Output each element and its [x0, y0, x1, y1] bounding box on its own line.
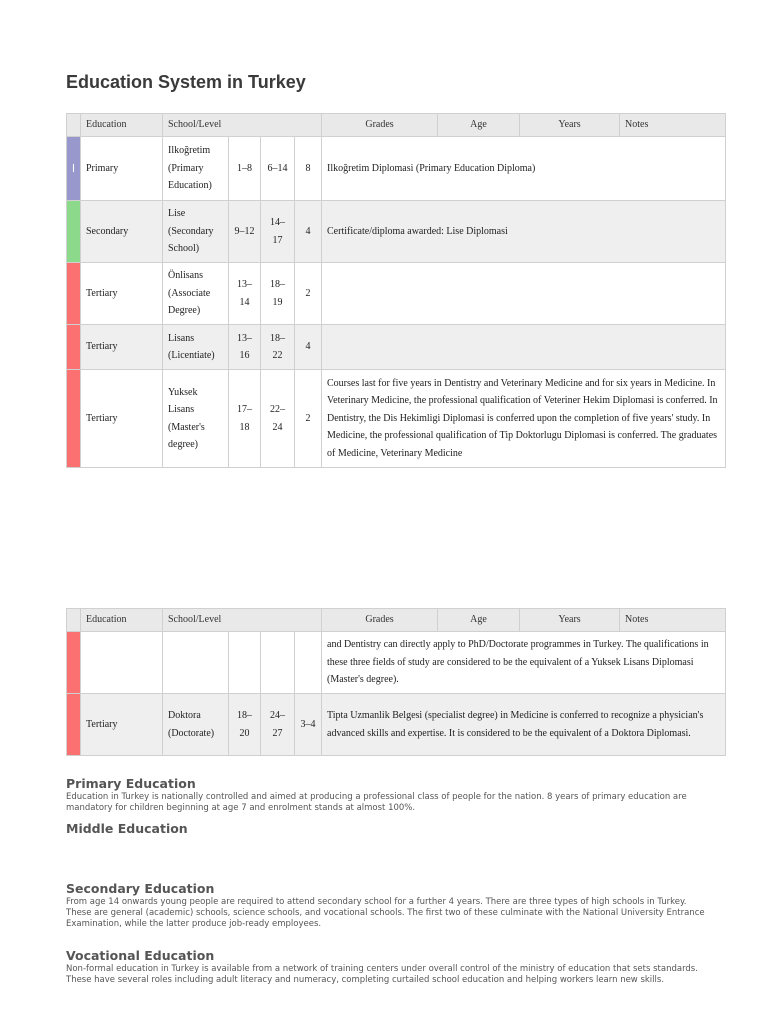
cell-education: Tertiary — [81, 325, 163, 370]
header-grades: Grades — [322, 609, 438, 632]
cell-education: Primary — [81, 137, 163, 201]
header-school-level: School/Level — [163, 114, 322, 137]
section-text-primary-education: Education in Turkey is nationally controlled and aimed at producing a professional class of people for the nation. 8 years of primary education are mandatory for children beginning at age 7 and enrolment stands at almost 100%. — [66, 792, 687, 813]
level-color-bar — [67, 325, 81, 370]
cell-grades: 17–18 — [229, 370, 261, 468]
table-row — [67, 632, 726, 694]
table-row — [67, 694, 726, 756]
cell-grades: 9–12 — [229, 201, 261, 263]
cell-years: 3–4 — [295, 694, 322, 756]
header-grades: Grades — [322, 114, 438, 137]
section-title-secondary-education: Secondary Education — [66, 881, 215, 896]
cell-notes: Certificate/diploma awarded: Lise Diplomasi — [322, 201, 726, 263]
header-education: Education — [81, 609, 163, 632]
cell-notes: Tipta Uzmanlik Belgesi (specialist degree) in Medicine is conferred to recognize a physician's advanced skills and expertise. It is considered to be the equivalent of a Doktora Diplomasi. — [322, 694, 726, 756]
header-marker — [67, 609, 81, 632]
cell-notes: Courses last for five years in Dentistry and Veterinary Medicine and for six years in Medicine. In Veterinary Medicine, the professional qualification of Veteriner Hekim Diplomasi is conferred. In Dentistry, the Dis Hekimligi Diplomasi is conferred upon the completion of five years' study. In Medicine, the professional qualification of Tip Doktorlugu Diplomasi is conferred. The graduates of Medicine, Veterinary Medicine — [322, 370, 726, 468]
header-age: Age — [438, 609, 520, 632]
level-color-bar — [67, 694, 81, 756]
cell-grades: 13–14 — [229, 263, 261, 325]
cell-grades — [229, 632, 261, 694]
level-color-bar: I — [67, 137, 81, 201]
header-notes: Notes — [620, 609, 726, 632]
cell-notes: and Dentistry can directly apply to PhD/Doctorate programmes in Turkey. The qualifications in these three fields of study are considered to be the equivalent of a Yuksek Lisans Diplomasi (Master's degree). — [322, 632, 726, 694]
cell-years: 2 — [295, 370, 322, 468]
header-school-level: School/Level — [163, 609, 322, 632]
cell-notes: Ilkoğretim Diplomasi (Primary Education Diploma) — [322, 137, 726, 201]
level-color-bar — [67, 632, 81, 694]
cell-age: 18–19 — [261, 263, 295, 325]
cell-education: Tertiary — [81, 263, 163, 325]
cell-years: 8 — [295, 137, 322, 201]
cell-notes — [322, 325, 726, 370]
section-text-secondary-education: From age 14 onwards young people are required to attend secondary school for a further 4 years. There are three types of high schools in Turkey. These are general (academic) schools, science schools, and vocational schools. The first two of these culminate with the National University Entrance Examination, while the latter produce job-ready employees. — [66, 897, 705, 929]
section-text-vocational-education: Non-formal education in Turkey is available from a network of training centers under overall control of the ministry of education that sets standards. These have several roles including adult literacy and numeracy, completing curtailed school education and helping workers learn new skills. — [66, 964, 698, 985]
header-years: Years — [520, 609, 620, 632]
cell-age: 18–22 — [261, 325, 295, 370]
education-table-continued — [66, 608, 726, 756]
table-row — [67, 137, 726, 201]
cell-years: 4 — [295, 325, 322, 370]
table-row — [67, 263, 726, 325]
table-row — [67, 201, 726, 263]
cell-years: 2 — [295, 263, 322, 325]
cell-age — [261, 632, 295, 694]
cell-grades: 1–8 — [229, 137, 261, 201]
header-marker — [67, 114, 81, 137]
cell-school — [163, 632, 229, 694]
table-row — [67, 370, 726, 468]
table-header-row — [67, 114, 726, 137]
cell-education — [81, 632, 163, 694]
cell-school: Lise (Secondary School) — [163, 201, 229, 263]
header-age: Age — [438, 114, 520, 137]
cell-school: Ilkoğretim (Primary Education) — [163, 137, 229, 201]
section-title-middle-education: Middle Education — [66, 821, 188, 836]
cell-grades: 18–20 — [229, 694, 261, 756]
header-education: Education — [81, 114, 163, 137]
cell-school: Yuksek Lisans (Master's degree) — [163, 370, 229, 468]
level-color-bar — [67, 370, 81, 468]
level-color-bar — [67, 201, 81, 263]
cell-school: Doktora (Doctorate) — [163, 694, 229, 756]
cell-age: 6–14 — [261, 137, 295, 201]
section-title-vocational-education: Vocational Education — [66, 948, 215, 963]
cell-school: Lisans (Licentiate) — [163, 325, 229, 370]
header-notes: Notes — [620, 114, 726, 137]
cell-education: Tertiary — [81, 694, 163, 756]
cell-grades: 13–16 — [229, 325, 261, 370]
education-table — [66, 113, 726, 468]
level-color-bar — [67, 263, 81, 325]
table-row — [67, 325, 726, 370]
cell-age: 14–17 — [261, 201, 295, 263]
section-title-primary-education: Primary Education — [66, 776, 196, 791]
cell-notes — [322, 263, 726, 325]
cell-age: 22–24 — [261, 370, 295, 468]
page-title: Education System in Turkey — [66, 72, 306, 92]
header-years: Years — [520, 114, 620, 137]
cell-age: 24–27 — [261, 694, 295, 756]
cell-years: 4 — [295, 201, 322, 263]
cell-years — [295, 632, 322, 694]
cell-education: Tertiary — [81, 370, 163, 468]
cell-education: Secondary — [81, 201, 163, 263]
cell-school: Önlisans (Associate Degree) — [163, 263, 229, 325]
table-header-row — [67, 609, 726, 632]
